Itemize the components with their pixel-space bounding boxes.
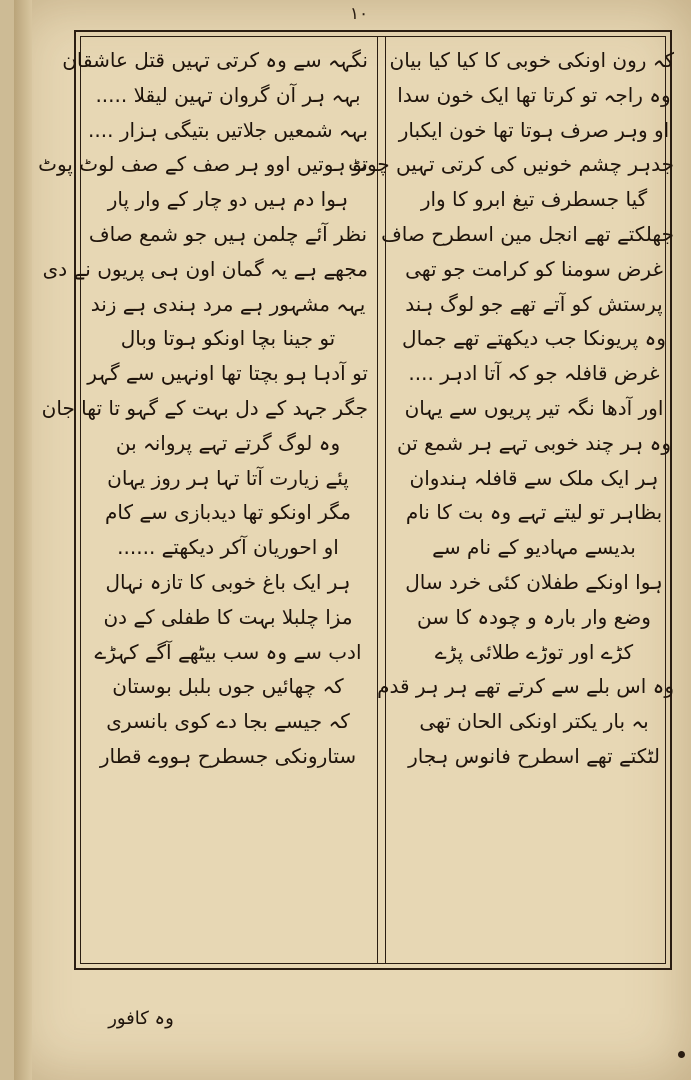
verse-line: ستارونکی جسطرح ہووے قطار [99,743,357,768]
verse-line: جگر جہد کے دل بہت کے گہو تا تھا جان [41,395,368,420]
verse-line: او وہر صرف ہوتا تھا خون ایکبار [398,117,670,142]
verse-line: غرض سومنا کو کرامت جو تھی [405,256,663,281]
verse-line: ادب سے وہ سب بیٹھے آگے کہڑے [94,639,362,664]
verse-line: کہ جیسے بجا دے کوی بانسری [106,709,350,734]
verse-line: بہ بار یکتر اونکی الحان تھی [419,709,649,734]
verse-line: کڑے اور توڑے طلائی پڑے [434,639,634,664]
verse-line: وہ ہر چند خوبی تہے ہر شمع تن [397,430,671,455]
verse-line: ہوا اونکے طفلان کئی خرد سال [405,569,663,594]
verse-line: وہ لوگ گرتے تہے پروانہ بن [115,430,341,455]
text-frame [38,30,674,970]
page-number: ۱۰ [349,4,369,24]
catchword: وہ کافور [108,1008,174,1029]
verse-line: گیا جسطرف تیغ ابرو کا وار [420,187,648,212]
verse-line: بہہ ہر آن گروان تہین لیقلا ..... [95,82,361,107]
verse-line: وہ پریونکا جب دیکھتے تھے جمال [402,326,666,351]
ink-dot [678,1051,685,1058]
verse-line: وہ راجہ تو کرتا تھا ایک خون سدا [397,82,671,107]
verse-line: پرستش کو آتے تھے جو لوگ ہند [405,291,663,316]
text-frame-inner [38,36,674,964]
verse-line: اور آدھا نگہ تیر پریوں سے یہان [404,395,664,420]
verse-line: مزا چلبلا بہت کا طفلی کے دن [103,604,353,629]
verse-line: بظاہر تو لیتے تہے وہ بت کا نام [405,500,663,525]
verse-line: ہوا دم ہیں دو چار کے وار پار [107,187,349,212]
verse-line: ہر ایک باغ خوبی کا تازہ نہال [105,569,351,594]
page-spine [14,0,32,1080]
verse-line: او احوریان آکر دیکھتے ...... [117,535,339,560]
verse-line: لٹکتے تھے اسطرح فانوس ہجار [408,743,660,768]
right-column [348,43,674,774]
verse-line: وضع وار بارہ و چودہ کا سن [417,604,651,629]
verse-line: تو ہوتیں اوو ہر صف کے صف لوٹ پوٹ [38,152,368,177]
verse-line: کہ چھائیں جوں بلبل بوستان [112,674,344,699]
verse-line: غرض قافلہ جو کہ آتا ادہر .... [408,361,660,386]
verse-line: نگہہ سے وہ کرتی تہیں قتل عاشقان [62,48,368,72]
verse-line: مجھے ہے یہ گمان اون ہی پریوں نے دی [42,256,368,281]
verse-line: ہر ایک ملک سے قافلہ ہندوان [409,465,659,490]
verse-line: بہہ شمعیں جلاتیں بتیگی ہزار .... [88,117,368,142]
verse-line: جدہر چشم خونیں کی کرتی تہیں چوٹ [348,152,674,177]
verse-line: کہ رون اونکی خوبی کا کیا کیا بیان [389,48,674,72]
verse-line: مگر اونکو تھا دیدبازی سے کام [104,500,352,525]
verse-line: تو جینا بچا اونکو ہوتا وبال [120,326,336,351]
verse-line: پئے زیارت آتا تہا ہر روز یہان [107,465,349,490]
verse-line: نظر آئے چلمن ہیں جو شمع صاف [88,221,368,246]
verse-line: یہہ مشہور ہے مرد ہندی ہے زند [90,291,366,316]
left-column [38,43,368,774]
verse-line: جھلکتے تھے انجل مین اسطرح صاف [381,221,674,246]
verse-line: وہ اس بلے سے کرتے تھے ہر ہر قدم [377,674,674,699]
verse-line: بدیسے مہادیو کے نام سے [432,535,636,560]
verse-line: تو آدہا ہو بچتا تھا اونہیں سے گہر [87,361,368,386]
manuscript-page [14,0,691,1080]
